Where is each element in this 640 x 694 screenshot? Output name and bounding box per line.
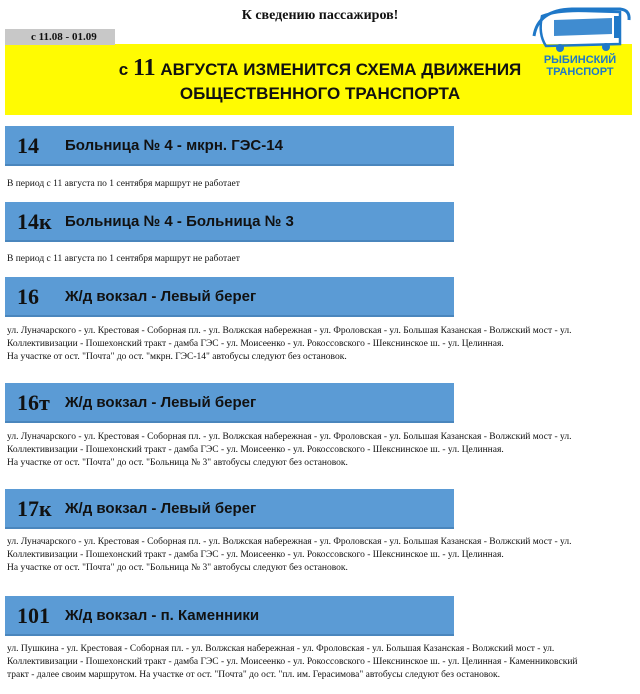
route-description-17k <box>7 536 635 575</box>
route-description-14k <box>7 253 635 266</box>
route-desc-line: Коллективизации - Пошехонский тракт - дамба ГЭС - ул. Моисеенко - ул. Рокоссовского - Шекснинское ш. - ул. Целинная. <box>7 445 504 455</box>
route-desc-line: В период с 11 августа по 1 сентября маршрут не работает <box>7 179 240 189</box>
headline-line1-rest: АВГУСТА ИЗМЕНИТСЯ СХЕМА ДВИЖЕНИЯ <box>160 60 522 79</box>
route-description-16t <box>7 431 635 470</box>
route-desc-line: тракт - далее своим маршрутом. На участке от ост. "Почта" до ост. "пл. им. Герасимова" автобусы следуют без остановок. <box>7 670 501 680</box>
route-number: 14 <box>17 133 39 158</box>
route-name: Больница № 4 - мкрн. ГЭС-14 <box>65 137 283 154</box>
route-name: Ж/д вокзал - Левый берег <box>65 288 257 305</box>
route-number: 14к <box>17 209 52 234</box>
route-desc-line: ул. Луначарского - ул. Крестовая - Соборная пл. - ул. Волжская набережная - ул. Фроловская - ул. Большая Казанская - Волжский мост - ул. <box>7 537 572 547</box>
notice-title: К сведению пассажиров! <box>241 8 399 23</box>
headline-day: 11 <box>132 55 156 81</box>
route-bar-17k <box>5 489 454 529</box>
headline-line-2: ОБЩЕСТВЕННОГО ТРАНСПОРТА <box>179 84 461 103</box>
route-number: 16 <box>17 284 39 309</box>
headline-prefix: с <box>118 60 129 79</box>
date-range-tab: с 11.08 - 01.09 <box>5 29 115 45</box>
logo-line-2: ТРАНСПОРТ <box>546 66 614 78</box>
route-desc-line: На участке от ост. "Почта" до ост. "мкрн. ГЭС-14" автобусы следуют без остановок. <box>7 352 347 362</box>
route-description-14 <box>7 178 635 191</box>
route-description-101 <box>7 643 635 682</box>
route-number: 101 <box>17 603 50 628</box>
route-name: Ж/д вокзал - п. Каменники <box>65 607 260 624</box>
route-name: Ж/д вокзал - Левый берег <box>65 500 257 517</box>
route-name: Больница № 4 - Больница № 3 <box>65 213 294 230</box>
route-desc-line: ул. Луначарского - ул. Крестовая - Соборная пл. - ул. Волжская набережная - ул. Фроловская - ул. Большая Казанская - Волжский мост - ул. <box>7 326 572 336</box>
route-desc-line: На участке от ост. "Почта" до ост. "Больница № 3" автобусы следуют без остановок. <box>7 563 348 573</box>
logo-text <box>532 54 628 78</box>
route-bar-16 <box>5 277 454 317</box>
route-desc-line: Коллективизации - Пошехонский тракт - дамба ГЭС - ул. Моисеенко - ул. Рокоссовского - Шекснинское ш. - ул. Целинная. <box>7 550 504 560</box>
route-desc-line: В период с 11 августа по 1 сентября маршрут не работает <box>7 254 240 264</box>
route-number: 17к <box>17 496 52 521</box>
route-desc-line: ул. Пушкина - ул. Крестовая - Соборная пл. - ул. Волжская набережная - ул. Фроловская - ул. Большая Казанская - Волжский мост - ул. <box>7 644 555 654</box>
route-bar-14k <box>5 202 454 242</box>
route-name: Ж/д вокзал - Левый берег <box>65 394 257 411</box>
route-description-16 <box>7 325 635 364</box>
route-desc-line: Коллективизации - Пошехонский тракт - дамба ГЭС - ул. Моисеенко - ул. Рокоссовского - Шекснинское ш. - ул. Целинная - Каменниковский <box>7 657 578 667</box>
route-bar-16t <box>5 383 454 423</box>
logo-line-1: РЫБИНСКИЙ <box>543 54 617 66</box>
route-desc-line: Коллективизации - Пошехонский тракт - дамба ГЭС - ул. Моисеенко - ул. Рокоссовского - Шекснинское ш. - ул. Целинная. <box>7 339 504 349</box>
route-desc-line: На участке от ост. "Почта" до ост. "Больница № 3" автобусы следуют без остановок. <box>7 458 348 468</box>
route-number: 16т <box>17 390 50 415</box>
route-desc-line: ул. Луначарского - ул. Крестовая - Соборная пл. - ул. Волжская набережная - ул. Фроловская - ул. Большая Казанская - Волжский мост - ул. <box>7 432 572 442</box>
route-bar-101 <box>5 596 454 636</box>
route-bar-14 <box>5 126 454 166</box>
